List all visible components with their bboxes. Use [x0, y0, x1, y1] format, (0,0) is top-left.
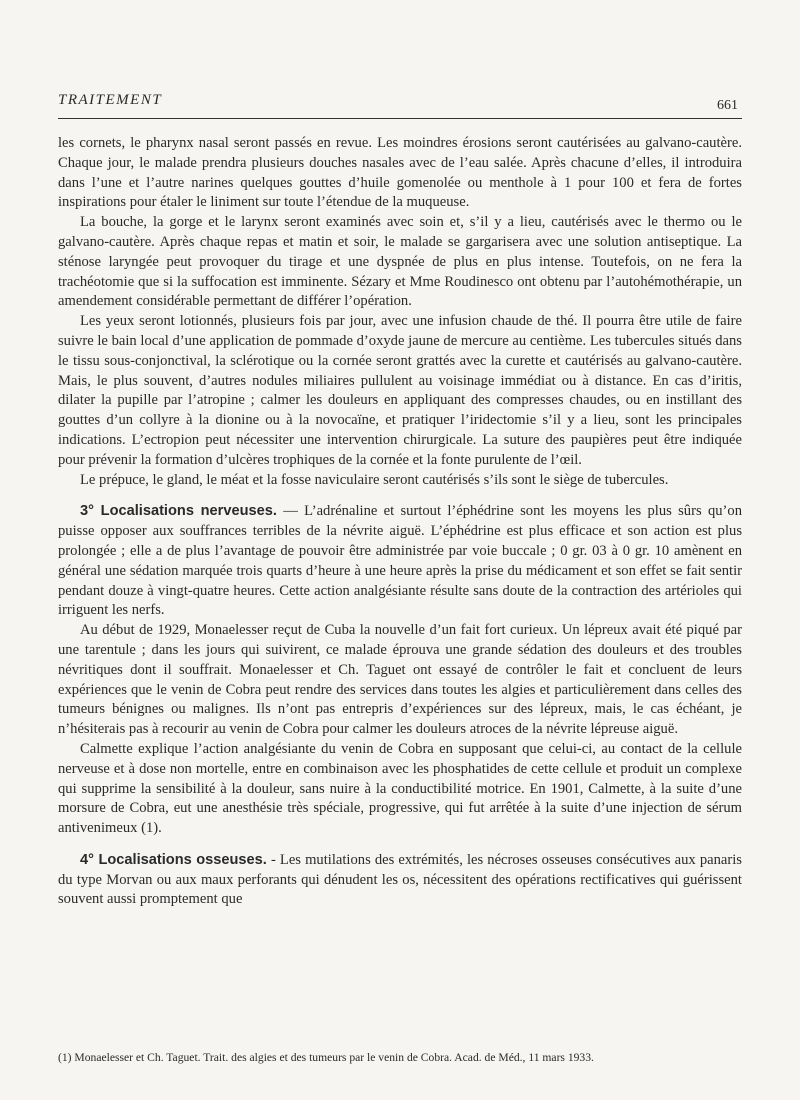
paragraph: Au début de 1929, Monaelesser reçut de Cuba la nouvelle d’un fait fort curieux. Un lépreux avait été piqué par une tarentule ; dans les jours qui suivirent, ce malade éprouva une grande sédation des douleurs et des troubles névritiques dont il souffrait. Monaelesser et Ch. Taguet ont essayé de contrôler le fait et concluent de leurs expériences que le venin de Cobra peut rendre des services dans toutes les algies et particulièrement dans celles des tumeurs bénignes ou malignes. Ils n’ont pas entrepris d’expériences sur des lépreux, mais, le cas échéant, je n’hésiterais pas à recourir au venin de Cobra pour calmer les douleurs atroces de la névrite lépreuse aiguë. — [58, 622, 742, 738]
section-heading: 3° Localisations nerveuses. — [80, 503, 277, 520]
paragraph: Le prépuce, le gland, le méat et la fosse naviculaire seront cautérisés s’ils sont le siège de tubercules. — [80, 471, 669, 488]
paragraph: - Les mutilations des extrémités, les nécroses osseuses consécutives aux panaris du type Morvan ou aux maux perforants qui dénudent les os, nécessitent des opérations rectificatives qui guérissent souvent aussi promptement que — [58, 851, 742, 908]
page-header — [58, 92, 738, 116]
section-osseuses — [58, 851, 742, 910]
paragraph: Calmette explique l’action analgésiante du venin de Cobra en supposant que celui-ci, au contact de la cellule nerveuse et à dose non mortelle, entre en combinaison avec les phosphatides de cette cellule et produit un complexe qui supprime la sensibilité à la douleur, sans nuire à la conductibilité motrice. En 1901, Calmette, à la suite d’une morsure de Cobra, eut une anesthésie très spéciale, progressive, qui fut arrêtée à la suite d’une injection de sérum antivenimeux (1). — [58, 740, 742, 837]
paragraph: Les yeux seront lotionnés, plusieurs fois par jour, avec une infusion chaude de thé. Il pourra être utile de faire suivre le bain local d’une application de pommade d’oxyde jaune de mercure au centième. Les tubercules situés dans le tissu sous-conjonctival, la sclérotique ou la cornée seront grattés avec la curette et cautérisés au galvano-cautère. Mais, le plus souvent, d’autres nodules miliaires pullulent au voisinage immédiat ou à distance. En cas d’iritis, dilater la pupille par l’atropine ; calmer les douleurs en appliquant des compresses chaudes, ou en instillant des gouttes d’un collyre à la dionine ou à la novocaïne, et pratiquer l’iridectomie s’il y a lieu, sont les principales indications. L’ectropion peut nécessiter une intervention chirurgicale. La suture des paupières peut être indiquée pour prévenir la formation d’ulcères trophiques de la cornée et la fonte purulente de l’œil. — [58, 313, 742, 468]
paragraph: — L’adrénaline et surtout l’éphédrine sont les moyens les plus sûrs qu’on puisse opposer aux souffrances terribles de la névrite aiguë. L’éphédrine est plus efficace et son action est plus prolongée ; elle a de plus l’avantage de pouvoir être administrée par voie buccale ; 0 gr. 03 à 0 gr. 10 amènent en général une sédation marquée trois quarts d’heure à une heure après la prise du médicament et son effet se fait sentir pendant douze à vingt-quatre heures. Cette action analgésiante résulte sans doute de la contraction des artérioles qui irriguent les nerfs. — [58, 503, 742, 619]
body-text — [58, 134, 742, 910]
paragraph: les cornets, le pharynx nasal seront passés en revue. Les moindres érosions seront cautérisées au galvano-cautère. Chaque jour, le malade prendra plusieurs douches nasales avec de l’eau salée. Après chacune d’elles, il introduira dans l’une et l’autre narines quelques gouttes d’huile gomenolée ou menthole à 1 pour 100 et fera de fortes inspirations pour étaler le liniment sur toute l’étendue de la muqueuse. — [58, 135, 742, 211]
section-nerveuses — [58, 502, 742, 621]
footnote: (1) Monaelesser et Ch. Taguet. Trait. des algies et des tumeurs par le venin de Cobra. Acad. de Méd., 11 mars 1933. — [58, 1051, 594, 1064]
paragraph: La bouche, la gorge et le larynx seront examinés avec soin et, s’il y a lieu, cautérisés avec le thermo ou le galvano-cautère. Après chaque repas et matin et soir, le malade se gargarisera avec une solution antiseptique. La sténose laryngée peut provoquer du tirage et une dyspnée de plus en plus intense. Toutefois, on ne fera la trachéotomie que si la suffocation est imminente. Sézary et Mme Roudinesco ont obtenu par l’autohémothérapie, un amendement considérable permettant de différer l’opération. — [58, 214, 742, 310]
section-heading: 4° Localisations osseuses. — [80, 851, 267, 868]
running-title: TRAITEMENT — [58, 92, 163, 108]
page-number: 661 — [717, 98, 738, 113]
header-rule — [58, 118, 742, 119]
